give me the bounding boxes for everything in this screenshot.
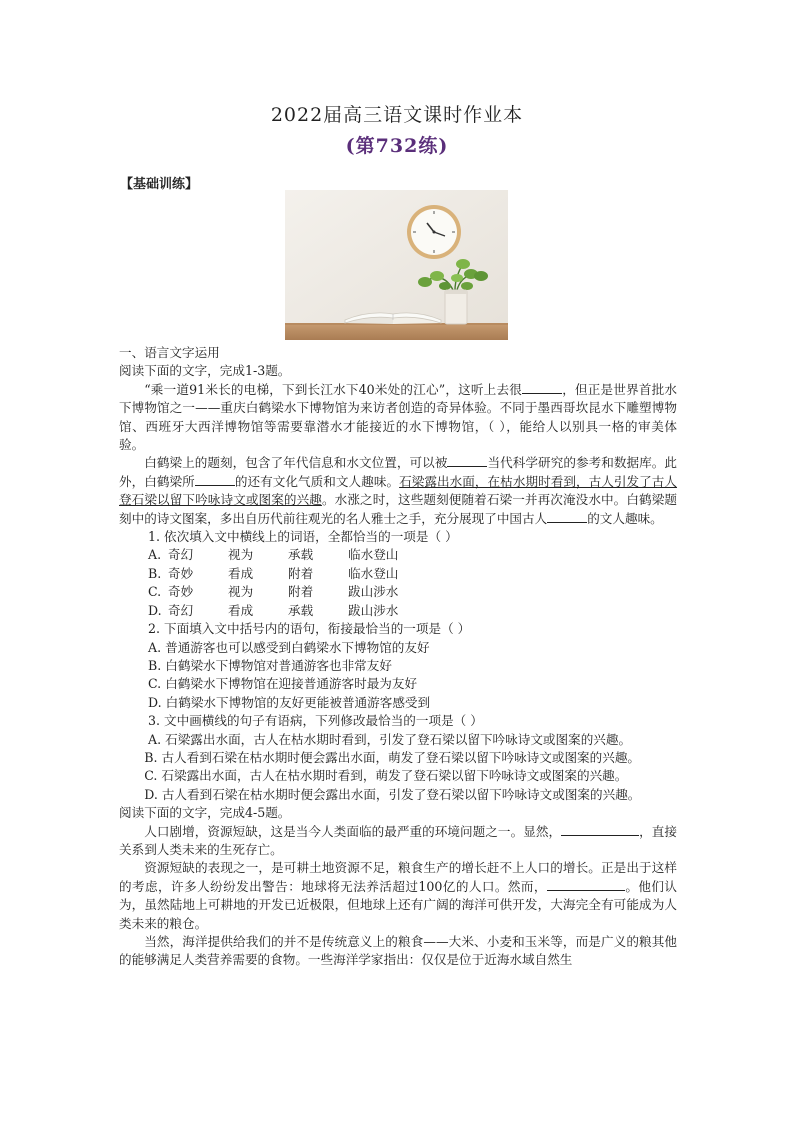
option-word: 附着 (288, 565, 314, 581)
question-3-stem: 3. 文中画横线的句子有语病，下列修改最恰当的一项是（ ） (148, 713, 483, 729)
question-2-stem: 2. 下面填入文中括号内的语句，衔接最恰当的一项是（ ） (148, 621, 471, 637)
part1-paragraph-2 (119, 454, 677, 528)
part2-instruction: 阅读下面的文字，完成4-5题。 (119, 805, 291, 821)
question-3-option-c: C. 石梁露出水面，古人在枯水期时看到，萌发了登石梁以留下吟咏诗文或图案的兴趣。 (144, 768, 628, 784)
fill-blank (561, 823, 639, 836)
question-3-option-a: A. 石梁露出水面，古人在枯水期时看到，引发了登石梁以留下吟咏诗文或图案的兴趣。 (148, 731, 632, 747)
text-segment: 白鹤梁上的题刻，包含了年代信息和水文位置，可以被 (144, 455, 448, 471)
text-segment: 人口剧增，资源短缺，这是当今人类面临的最严重的环境问题之一。显然， (144, 823, 562, 839)
option-word: 跋山涉水 (348, 584, 399, 600)
option-word: 奇幻 (168, 547, 194, 563)
fill-blank (195, 473, 235, 486)
option-word: 奇妙 (168, 584, 194, 600)
question-1-option-d (119, 602, 677, 620)
option-letter: C. (148, 584, 162, 600)
text-segment: 。水涨之时，这些题刻便随着石梁一并再次淹没水中。白鹤梁题刻中的诗文图案，多出自历代前往观光的名人雅士之手，充分展现了中国古人 (119, 492, 678, 526)
text-segment: “乘一道91米长的电梯，下到长江水下40米处的江心”，这听上去很 (144, 381, 523, 397)
fill-blank (522, 381, 562, 394)
question-2-option-c: C. 白鹤梁水下博物馆在迎接普通游客时最为友好 (148, 676, 418, 692)
option-word: 临水登山 (348, 565, 399, 581)
question-2-option-d: D. 白鹤梁水下博物馆的友好更能被普通游客感受到 (148, 694, 431, 710)
part1-heading: 一、语言文字运用 (119, 345, 220, 360)
option-word: 看成 (228, 565, 254, 581)
wall-clock-icon (407, 205, 461, 259)
option-letter: A. (148, 547, 162, 563)
option-word: 看成 (228, 602, 254, 618)
option-word: 奇幻 (168, 602, 194, 618)
option-word: 临水登山 (348, 547, 399, 563)
option-letter: D. (148, 602, 162, 618)
question-3-option-d: D. 古人看到石梁在枯水期时便会露出水面，引发了登石梁以留下吟咏诗文或图案的兴趣。 (144, 786, 641, 802)
text-segment: 的文人趣味。 (587, 510, 663, 526)
section-label: 【基础训练】 (120, 177, 199, 192)
part2-paragraph-1 (119, 823, 677, 860)
text-segment: ，直接关系到人类未来的生死存亡。 (119, 823, 678, 857)
option-word: 承载 (288, 602, 314, 618)
option-word: 附着 (288, 584, 314, 600)
text-segment: 。他们认为，虽然陆地上可耕地的开发已近极限，但地球上还有广阔的海洋可供开发，大海完全有可能成为人类未来的粮仓。 (119, 878, 677, 931)
option-word: 跋山涉水 (348, 602, 399, 618)
question-3-option-b: B. 古人看到石梁在枯水期时便会露出水面，萌发了登石梁以留下吟咏诗文或图案的兴趣。 (144, 749, 641, 765)
document-body (119, 344, 677, 970)
header-illustration (285, 190, 508, 340)
option-letter: B. (148, 565, 162, 581)
text-segment: 的还有文化气质和文人趣味。 (234, 473, 400, 489)
option-word: 视为 (228, 584, 254, 600)
fill-blank (547, 510, 587, 523)
part2-paragraph-2 (119, 859, 677, 933)
fill-blank (547, 878, 625, 891)
question-2-option-a: A. 普通游客也可以感受到白鹤梁水下博物馆的友好 (148, 639, 430, 655)
text-segment: 当代科学研究的参考和数据库。此外，白鹤梁所 (119, 455, 678, 489)
part1-paragraph-1 (119, 381, 677, 455)
option-word: 承载 (288, 547, 314, 563)
fill-blank (447, 454, 487, 467)
question-1-option-c (119, 583, 677, 601)
question-1-stem: 1. 依次填入文中横线上的词语，全都恰当的一项是（ ） (148, 529, 458, 545)
option-word: 奇妙 (168, 565, 194, 581)
underlined-sentence: 石梁露出水面，在枯水期时看到，古人引发了古人登石梁以留下吟咏诗文或图案的兴趣 (119, 473, 678, 508)
question-2-option-b: B. 白鹤梁水下博物馆对普通游客也非常友好 (148, 657, 392, 673)
part2-paragraph-3: 当然，海洋提供给我们的并不是传统意义上的粮食——大米、小麦和玉米等，而是广义的粮其他的能够满足人类营养需要的食物。一些海洋学家指出：仅仅是位于近海水域自然生 (119, 934, 677, 968)
page-title: 2022届高三语文课时作业本 (270, 104, 524, 126)
question-1-option-b (119, 565, 677, 583)
page-subtitle: (第732练) (345, 135, 449, 157)
part1-instruction: 阅读下面的文字，完成1-3题。 (119, 363, 291, 379)
text-segment: 资源短缺的表现之一，是可耕土地资源不足，粮食生产的增长赶不上人口的增长。正是出于这样的考虑，许多人纷纷发出警告：地球将无法养活超过100亿的人口。然而， (119, 860, 677, 894)
option-word: 视为 (228, 547, 254, 563)
question-1-option-a (119, 546, 677, 564)
text-segment: ，但正是世界首批水下博物馆之一——重庆白鹤梁水下博物馆为来访者创造的奇异体验。不同于墨西哥坎昆水下雕塑博物馆、西班牙大西洋博物馆等需要靠潜水才能接近的水下博物馆，（ ），能给人以别具一格的审美体验。 (119, 381, 677, 453)
